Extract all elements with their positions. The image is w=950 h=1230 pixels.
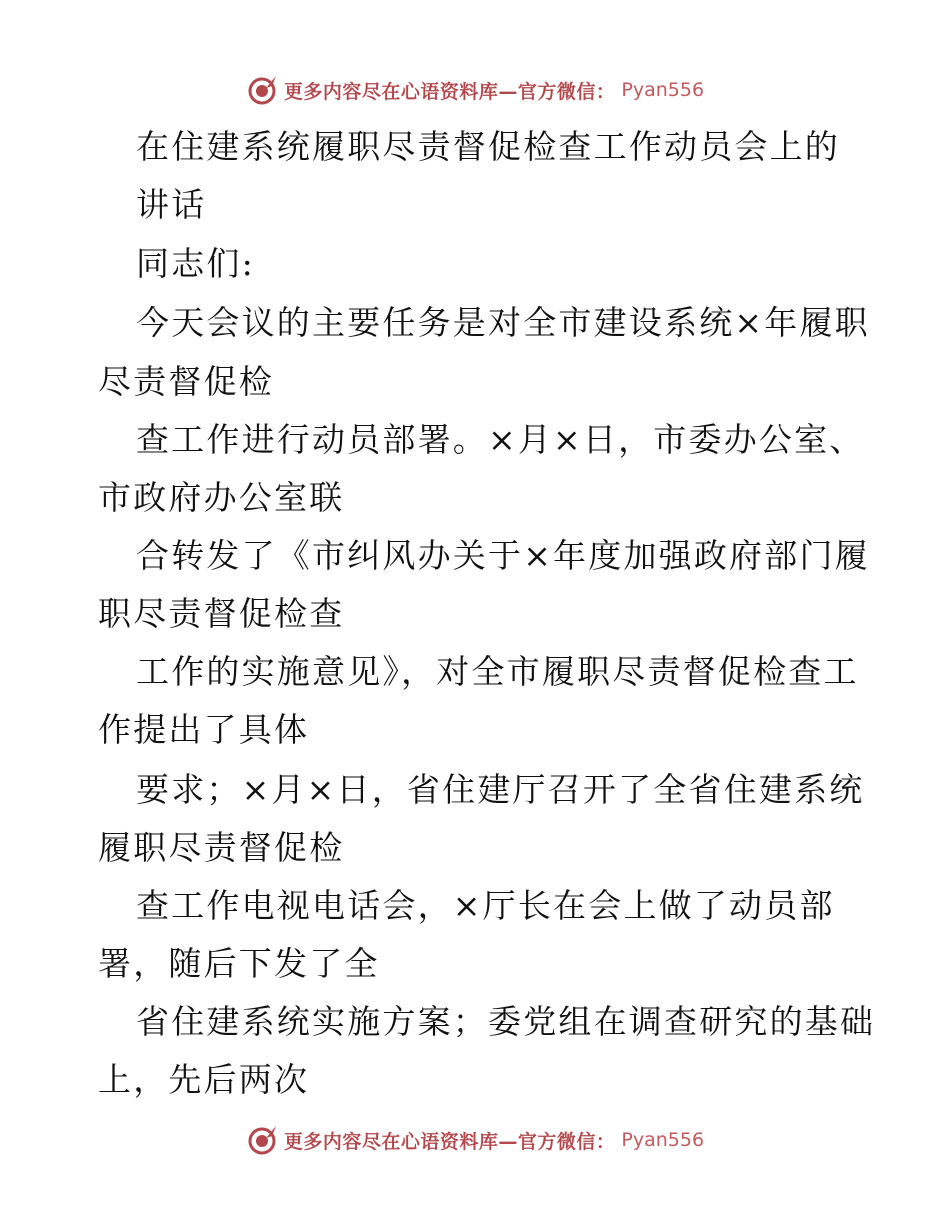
text-line: 省住建系统实施方案；委党组在调查研究的基础 bbox=[136, 1002, 876, 1041]
watermark-header bbox=[0, 70, 950, 110]
text-line: 工作的实施意见》，对全市履职尽责督促检查工 bbox=[136, 652, 859, 691]
text-line: 上，先后两次 bbox=[98, 1060, 310, 1099]
watermark-footer bbox=[0, 1120, 950, 1160]
text-line: 在住建系统履职尽责督促检查工作动员会上的 bbox=[136, 127, 840, 166]
watermark-id: Pyan556 bbox=[621, 79, 705, 101]
text-line: 要求；×月×日，省住建厅召开了全省住建系统 bbox=[136, 770, 865, 809]
text-line: 合转发了《市纠风办关于×年度加强政府部门履 bbox=[136, 536, 870, 575]
text-line: 署，随后下发了全 bbox=[98, 944, 380, 983]
watermark-text: 更多内容尽在心语资料库—官方微信： bbox=[283, 80, 616, 103]
text-line: 讲话 bbox=[136, 185, 207, 224]
text-line: 尽责督促检 bbox=[98, 362, 274, 401]
text-line: 查工作电视电话会，×厅长在会上做了动员部 bbox=[136, 886, 835, 925]
text-line: 作提出了具体 bbox=[98, 710, 310, 749]
text-line: 今天会议的主要任务是对全市建设系统×年履职 bbox=[136, 303, 870, 342]
quill-logo-icon bbox=[246, 74, 278, 106]
watermark-id: Pyan556 bbox=[621, 1129, 705, 1151]
text-line: 同志们: bbox=[136, 244, 255, 283]
text-line: 职尽责督促检查 bbox=[98, 594, 345, 633]
watermark-text: 更多内容尽在心语资料库—官方微信： bbox=[283, 1130, 616, 1153]
quill-logo-icon bbox=[246, 1124, 278, 1156]
text-line: 查工作进行动员部署。×月×日，市委办公室、 bbox=[136, 420, 865, 459]
text-line: 市政府办公室联 bbox=[98, 478, 345, 517]
text-line: 履职尽责督促检 bbox=[98, 828, 345, 867]
